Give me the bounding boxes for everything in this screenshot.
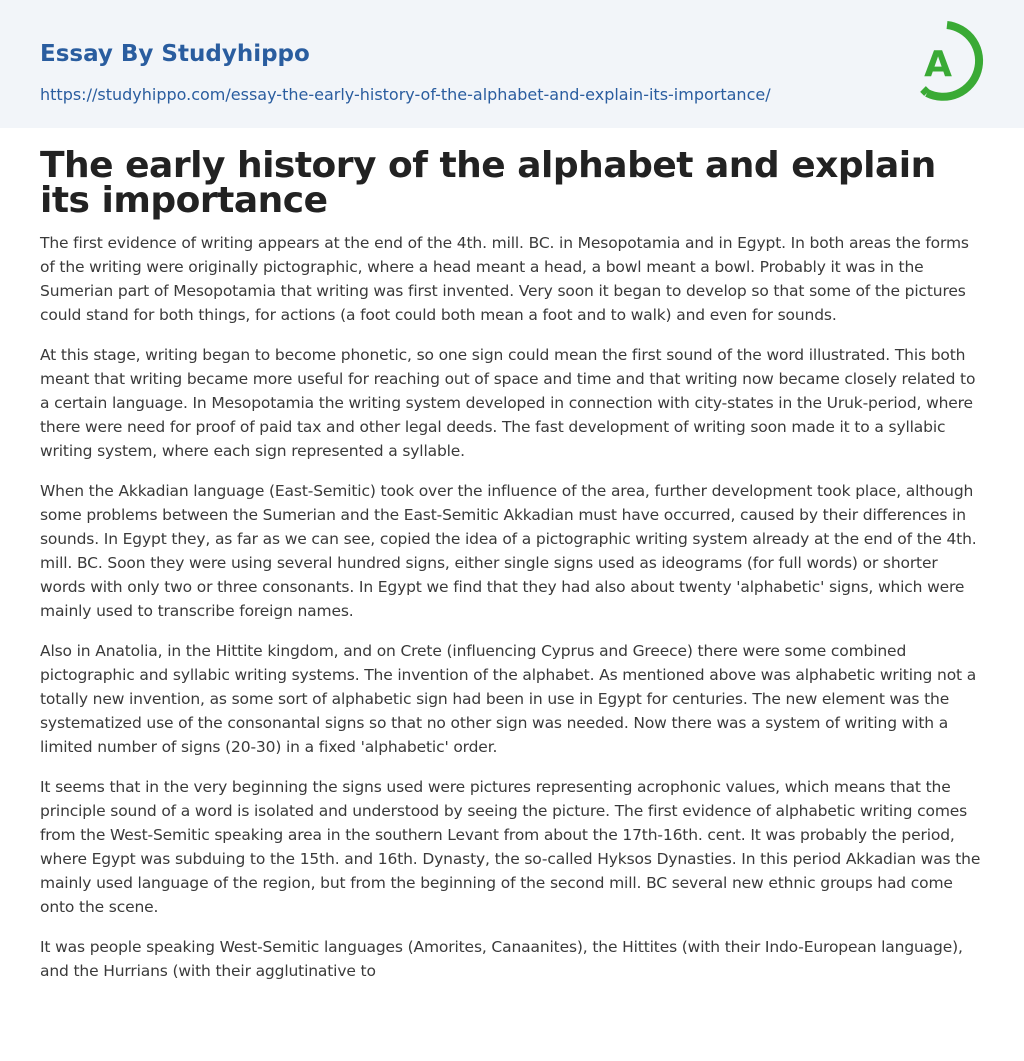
logo-letter: A [924, 44, 952, 85]
article-paragraph-2: At this stage, writing began to become phonetic, so one sign could mean the first sound of the word illustrated. This both meant that writing became more useful for reaching out of space and time and that writing now became closely related to a certain language. In Mesopotamia the writing system developed in connection with city-states in the Uruk-period, where there were need for proof of paid tax and other legal deeds. The fast development of writing soon made it to a syllabic writing system, where each sign represented a syllable. [40, 346, 976, 460]
studyhippo-logo-icon[interactable] [913, 19, 985, 105]
article-paragraph-1: The first evidence of writing appears at the end of the 4th. mill. BC. in Mesopotamia and in Egypt. In both areas the forms of the writing were originally pictographic, where a head meant a head, a bowl meant a bowl. Probably it was in the Sumerian part of Mesopotamia that writing was first invented. Very soon it began to develop so that some of the pictures could stand for both things, for actions (a foot could both mean a foot and to walk) and even for sounds. [40, 234, 969, 324]
article [40, 145, 985, 999]
site-header [0, 0, 1024, 128]
article-paragraph-5: It seems that in the very beginning the signs used were pictures representing acrophonic values, which means that the principle sound of a word is isolated and understood by seeing the picture. The first evidence of alphabetic writing comes from the West-Semitic speaking area in the southern Levant from about the 17th-16th. cent. It was probably the period, where Egypt was subduing to the 15th. and 16th. Dynasty, the so-called Hyksos Dynasties. In this period Akkadian was the mainly used language of the region, but from the beginning of the second mill. BC several new ethnic groups had come onto the scene. [40, 778, 981, 916]
page-url-link[interactable]: https://studyhippo.com/essay-the-early-history-of-the-alphabet-and-explain-its-importance/ [40, 85, 771, 104]
article-paragraph-4: Also in Anatolia, in the Hittite kingdom, and on Crete (influencing Cyprus and Greece) there were some combined pictographic and syllabic writing systems. The invention of the alphabet. As mentioned above was alphabetic writing not a totally new invention, as some sort of alphabetic sign had been in use in Egypt for centuries. The new element was the systematized use of the consonantal signs so that no other sign was needed. Now there was a system of writing with a limited number of signs (20-30) in a fixed 'alphabetic' order. [40, 642, 977, 756]
article-paragraph-6: It was people speaking West-Semitic languages (Amorites, Canaanites), the Hittites (with their Indo-European language), and the Hurrians (with their agglutinative to [40, 938, 963, 980]
site-brand[interactable]: Essay By Studyhippo [40, 41, 310, 67]
article-title: The early history of the alphabet and explain its importance [40, 145, 936, 221]
article-paragraph-3: When the Akkadian language (East-Semitic) took over the influence of the area, further development took place, although some problems between the Sumerian and the East-Semitic Akkadian must have occurred, caused by their differences in sounds. In Egypt they, as far as we can see, copied the idea of a pictographic writing system already at the end of the 4th. mill. BC. Soon they were using several hundred signs, either single signs used as ideograms (for full words) or shorter words with only two or three consonants. In Egypt we find that they had also about twenty 'alphabetic' signs, which were mainly used to transcribe foreign names. [40, 482, 977, 620]
